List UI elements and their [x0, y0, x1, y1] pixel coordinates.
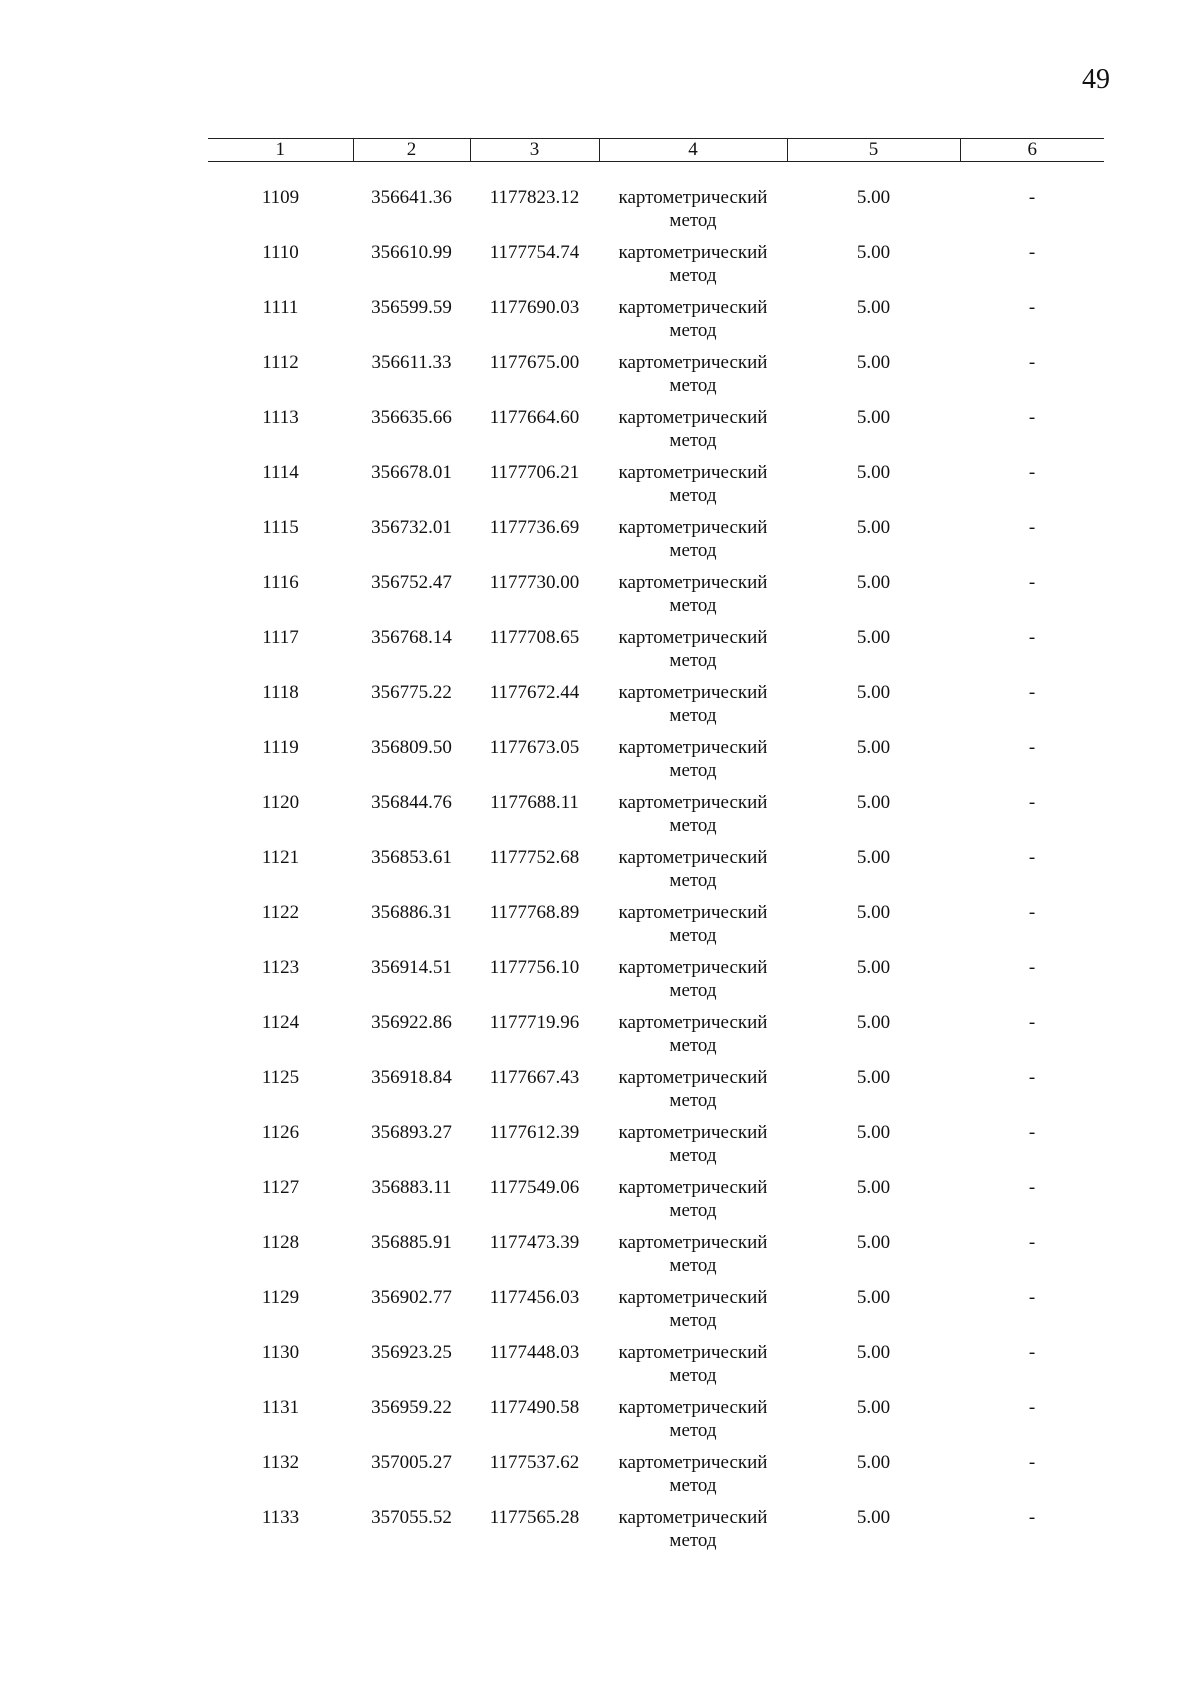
- point-id-cell: 1133: [261, 1507, 300, 1528]
- point-id-cell: 1117: [262, 627, 299, 648]
- x-coordinate-cell: 356775.22: [371, 682, 452, 703]
- x-coordinate-cell: 356768.14: [371, 627, 452, 648]
- table-row: [208, 846, 1104, 901]
- x-coordinate-cell: 356611.33: [371, 352, 452, 373]
- x-coordinate-cell: 356641.36: [371, 187, 452, 208]
- y-coordinate-cell: 1177667.43: [489, 1067, 580, 1088]
- accuracy-cell: 5.00: [856, 682, 891, 703]
- accuracy-cell: 5.00: [856, 737, 891, 758]
- table-row: [208, 351, 1104, 406]
- method-line-2: метод: [669, 870, 717, 891]
- method-line-1: картометрический: [618, 242, 768, 263]
- y-coordinate-cell: 1177675.00: [489, 352, 580, 373]
- point-id-cell: 1112: [262, 352, 299, 373]
- method-cell: [599, 351, 787, 406]
- method-cell: [599, 956, 787, 1011]
- method-cell: [599, 1451, 787, 1506]
- accuracy-cell: 5.00: [856, 187, 891, 208]
- point-id-cell: 1131: [261, 1397, 300, 1418]
- x-coordinate-cell: 357055.52: [371, 1507, 452, 1528]
- method-line-1: картометрический: [618, 352, 768, 373]
- note-cell: -: [1028, 1177, 1036, 1198]
- method-line-1: картометрический: [618, 572, 768, 593]
- x-coordinate-cell: 356635.66: [371, 407, 452, 428]
- method-cell: [599, 571, 787, 626]
- note-cell: -: [1028, 242, 1036, 263]
- accuracy-cell: 5.00: [856, 242, 891, 263]
- accuracy-cell: 5.00: [856, 352, 891, 373]
- method-line-2: метод: [669, 265, 717, 286]
- x-coordinate-cell: 356853.61: [371, 847, 452, 868]
- point-id-cell: 1122: [261, 902, 300, 923]
- method-line-2: метод: [669, 650, 717, 671]
- note-cell: -: [1028, 1287, 1036, 1308]
- y-coordinate-cell: 1177490.58: [489, 1397, 580, 1418]
- method-line-2: метод: [669, 595, 717, 616]
- note-cell: -: [1028, 352, 1036, 373]
- accuracy-cell: 5.00: [856, 957, 891, 978]
- method-line-1: картометрический: [618, 407, 768, 428]
- accuracy-cell: 5.00: [856, 1507, 891, 1528]
- table-row: [208, 1176, 1104, 1231]
- method-cell: [599, 1066, 787, 1121]
- point-id-cell: 1123: [261, 957, 300, 978]
- method-line-2: метод: [669, 430, 717, 451]
- point-id-cell: 1116: [262, 572, 299, 593]
- table-row: [208, 1451, 1104, 1506]
- accuracy-cell: 5.00: [856, 1232, 891, 1253]
- column-header-1: 1: [208, 139, 353, 162]
- y-coordinate-cell: 1177549.06: [489, 1177, 580, 1198]
- note-cell: -: [1028, 737, 1036, 758]
- note-cell: -: [1028, 1232, 1036, 1253]
- point-id-cell: 1110: [262, 242, 299, 263]
- y-coordinate-cell: 1177673.05: [489, 737, 580, 758]
- method-line-1: картометрический: [618, 517, 768, 538]
- method-line-1: картометрический: [618, 902, 768, 923]
- method-line-2: метод: [669, 485, 717, 506]
- note-cell: -: [1028, 957, 1036, 978]
- method-line-1: картометрический: [618, 1012, 768, 1033]
- method-cell: [599, 1176, 787, 1231]
- method-line-2: метод: [669, 210, 717, 231]
- method-cell: [599, 736, 787, 791]
- table-row: [208, 956, 1104, 1011]
- point-id-cell: 1121: [261, 847, 300, 868]
- note-cell: -: [1028, 1507, 1036, 1528]
- x-coordinate-cell: 356918.84: [371, 1067, 452, 1088]
- point-id-cell: 1126: [261, 1122, 300, 1143]
- method-line-1: картометрический: [618, 682, 768, 703]
- method-line-1: картометрический: [618, 1397, 768, 1418]
- x-coordinate-cell: 357005.27: [371, 1452, 452, 1473]
- accuracy-cell: 5.00: [856, 517, 891, 538]
- note-cell: -: [1028, 1342, 1036, 1363]
- x-coordinate-cell: 356809.50: [371, 737, 452, 758]
- accuracy-cell: 5.00: [856, 792, 891, 813]
- point-id-cell: 1130: [261, 1342, 300, 1363]
- accuracy-cell: 5.00: [856, 1287, 891, 1308]
- method-line-1: картометрический: [618, 462, 768, 483]
- column-header-5: 5: [787, 139, 960, 162]
- method-cell: [599, 186, 787, 241]
- x-coordinate-cell: 356885.91: [371, 1232, 452, 1253]
- column-header-3: 3: [470, 139, 599, 162]
- method-line-2: метод: [669, 925, 717, 946]
- y-coordinate-cell: 1177672.44: [489, 682, 580, 703]
- column-header-2: 2: [353, 139, 470, 162]
- method-cell: [599, 626, 787, 681]
- table-row: [208, 1066, 1104, 1121]
- accuracy-cell: 5.00: [856, 462, 891, 483]
- method-line-1: картометрический: [618, 737, 768, 758]
- accuracy-cell: 5.00: [856, 902, 891, 923]
- table-body: [208, 162, 1104, 1562]
- y-coordinate-cell: 1177612.39: [489, 1122, 580, 1143]
- note-cell: -: [1028, 572, 1036, 593]
- method-line-2: метод: [669, 320, 717, 341]
- note-cell: -: [1028, 682, 1036, 703]
- method-line-1: картометрический: [618, 957, 768, 978]
- y-coordinate-cell: 1177730.00: [489, 572, 580, 593]
- table-row: [208, 241, 1104, 296]
- method-cell: [599, 1231, 787, 1286]
- note-cell: -: [1028, 1122, 1036, 1143]
- note-cell: -: [1028, 1067, 1036, 1088]
- table-row: [208, 1506, 1104, 1561]
- method-line-1: картометрический: [618, 847, 768, 868]
- x-coordinate-cell: 356844.76: [371, 792, 452, 813]
- accuracy-cell: 5.00: [856, 297, 891, 318]
- method-line-2: метод: [669, 1310, 717, 1331]
- method-line-1: картометрический: [618, 792, 768, 813]
- column-header-6: 6: [960, 139, 1104, 162]
- method-line-2: метод: [669, 1420, 717, 1441]
- method-line-1: картометрический: [618, 1287, 768, 1308]
- note-cell: -: [1028, 407, 1036, 428]
- method-cell: [599, 516, 787, 571]
- method-cell: [599, 791, 787, 846]
- y-coordinate-cell: 1177768.89: [489, 902, 580, 923]
- page-number: 49: [1082, 64, 1110, 95]
- method-line-2: метод: [669, 760, 717, 781]
- method-line-1: картометрический: [618, 1232, 768, 1253]
- table-row: [208, 681, 1104, 736]
- point-id-cell: 1127: [261, 1177, 300, 1198]
- table-row: [208, 571, 1104, 626]
- note-cell: -: [1028, 1452, 1036, 1473]
- y-coordinate-cell: 1177756.10: [489, 957, 580, 978]
- y-coordinate-cell: 1177823.12: [489, 187, 580, 208]
- accuracy-cell: 5.00: [856, 627, 891, 648]
- note-cell: -: [1028, 902, 1036, 923]
- accuracy-cell: 5.00: [856, 1012, 891, 1033]
- method-line-1: картометрический: [618, 1342, 768, 1363]
- x-coordinate-cell: 356599.59: [371, 297, 452, 318]
- table-row: [208, 1121, 1104, 1176]
- method-line-2: метод: [669, 1035, 717, 1056]
- point-id-cell: 1114: [262, 462, 299, 483]
- point-id-cell: 1119: [262, 737, 299, 758]
- table-row: [208, 791, 1104, 846]
- x-coordinate-cell: 356922.86: [371, 1012, 452, 1033]
- table-row: [208, 1286, 1104, 1341]
- point-id-cell: 1118: [262, 682, 299, 703]
- coordinates-table: [208, 138, 1104, 1561]
- table-row: [208, 186, 1104, 241]
- y-coordinate-cell: 1177690.03: [489, 297, 580, 318]
- y-coordinate-cell: 1177448.03: [489, 1342, 580, 1363]
- method-line-1: картометрический: [618, 187, 768, 208]
- table-row: [208, 1011, 1104, 1066]
- table-row: [208, 626, 1104, 681]
- point-id-cell: 1113: [262, 407, 299, 428]
- method-cell: [599, 296, 787, 351]
- y-coordinate-cell: 1177688.11: [490, 792, 579, 813]
- point-id-cell: 1128: [261, 1232, 300, 1253]
- y-coordinate-cell: 1177754.74: [489, 242, 580, 263]
- note-cell: -: [1028, 187, 1036, 208]
- x-coordinate-cell: 356883.11: [371, 1177, 452, 1198]
- table-row: [208, 1396, 1104, 1451]
- method-line-1: картометрический: [618, 1122, 768, 1143]
- y-coordinate-cell: 1177719.96: [489, 1012, 580, 1033]
- method-line-2: метод: [669, 815, 717, 836]
- y-coordinate-cell: 1177736.69: [489, 517, 580, 538]
- point-id-cell: 1132: [261, 1452, 300, 1473]
- method-line-1: картометрический: [618, 1067, 768, 1088]
- y-coordinate-cell: 1177706.21: [489, 462, 580, 483]
- y-coordinate-cell: 1177537.62: [489, 1452, 580, 1473]
- method-line-2: метод: [669, 1200, 717, 1221]
- method-cell: [599, 1011, 787, 1066]
- method-cell: [599, 1341, 787, 1396]
- method-line-1: картометрический: [618, 297, 768, 318]
- method-cell: [599, 1286, 787, 1341]
- x-coordinate-cell: 356914.51: [371, 957, 452, 978]
- note-cell: -: [1028, 847, 1036, 868]
- method-line-2: метод: [669, 1475, 717, 1496]
- method-line-1: картометрический: [618, 627, 768, 648]
- method-cell: [599, 681, 787, 736]
- method-line-2: метод: [669, 1530, 717, 1551]
- method-line-1: картометрический: [618, 1177, 768, 1198]
- table-row: [208, 901, 1104, 956]
- x-coordinate-cell: 356959.22: [371, 1397, 452, 1418]
- y-coordinate-cell: 1177664.60: [489, 407, 580, 428]
- method-line-2: метод: [669, 980, 717, 1001]
- column-header-4: 4: [599, 139, 787, 162]
- note-cell: -: [1028, 627, 1036, 648]
- method-cell: [599, 1121, 787, 1176]
- x-coordinate-cell: 356678.01: [371, 462, 452, 483]
- accuracy-cell: 5.00: [856, 847, 891, 868]
- method-line-2: метод: [669, 1255, 717, 1276]
- point-id-cell: 1125: [261, 1067, 300, 1088]
- method-line-1: картометрический: [618, 1452, 768, 1473]
- accuracy-cell: 5.00: [856, 407, 891, 428]
- x-coordinate-cell: 356886.31: [371, 902, 452, 923]
- accuracy-cell: 5.00: [856, 1067, 891, 1088]
- method-line-1: картометрический: [618, 1507, 768, 1528]
- point-id-cell: 1111: [262, 297, 299, 318]
- table-row: [208, 461, 1104, 516]
- method-line-2: метод: [669, 1145, 717, 1166]
- note-cell: -: [1028, 517, 1036, 538]
- point-id-cell: 1129: [261, 1287, 300, 1308]
- note-cell: -: [1028, 297, 1036, 318]
- y-coordinate-cell: 1177456.03: [489, 1287, 580, 1308]
- method-line-2: метод: [669, 1090, 717, 1111]
- table-header: [208, 139, 1104, 162]
- note-cell: -: [1028, 792, 1036, 813]
- method-line-2: метод: [669, 375, 717, 396]
- method-line-2: метод: [669, 540, 717, 561]
- y-coordinate-cell: 1177752.68: [489, 847, 580, 868]
- table-row: [208, 516, 1104, 571]
- x-coordinate-cell: 356752.47: [371, 572, 452, 593]
- method-cell: [599, 241, 787, 296]
- y-coordinate-cell: 1177708.65: [489, 627, 580, 648]
- x-coordinate-cell: 356893.27: [371, 1122, 452, 1143]
- method-cell: [599, 901, 787, 956]
- table-row: [208, 1231, 1104, 1286]
- x-coordinate-cell: 356923.25: [371, 1342, 452, 1363]
- accuracy-cell: 5.00: [856, 1452, 891, 1473]
- x-coordinate-cell: 356610.99: [371, 242, 452, 263]
- table-row: [208, 1341, 1104, 1396]
- method-cell: [599, 406, 787, 461]
- point-id-cell: 1115: [262, 517, 299, 538]
- y-coordinate-cell: 1177565.28: [489, 1507, 580, 1528]
- accuracy-cell: 5.00: [856, 1397, 891, 1418]
- accuracy-cell: 5.00: [856, 1177, 891, 1198]
- method-cell: [599, 1506, 787, 1561]
- method-cell: [599, 846, 787, 901]
- table-row: [208, 736, 1104, 791]
- note-cell: -: [1028, 1397, 1036, 1418]
- accuracy-cell: 5.00: [856, 1122, 891, 1143]
- point-id-cell: 1120: [261, 792, 300, 813]
- note-cell: -: [1028, 1012, 1036, 1033]
- accuracy-cell: 5.00: [856, 1342, 891, 1363]
- method-line-2: метод: [669, 1365, 717, 1386]
- point-id-cell: 1124: [261, 1012, 300, 1033]
- y-coordinate-cell: 1177473.39: [489, 1232, 580, 1253]
- point-id-cell: 1109: [261, 187, 300, 208]
- accuracy-cell: 5.00: [856, 572, 891, 593]
- method-cell: [599, 461, 787, 516]
- x-coordinate-cell: 356902.77: [371, 1287, 452, 1308]
- table-row: [208, 406, 1104, 461]
- method-cell: [599, 1396, 787, 1451]
- method-line-2: метод: [669, 705, 717, 726]
- table-row: [208, 296, 1104, 351]
- x-coordinate-cell: 356732.01: [371, 517, 452, 538]
- note-cell: -: [1028, 462, 1036, 483]
